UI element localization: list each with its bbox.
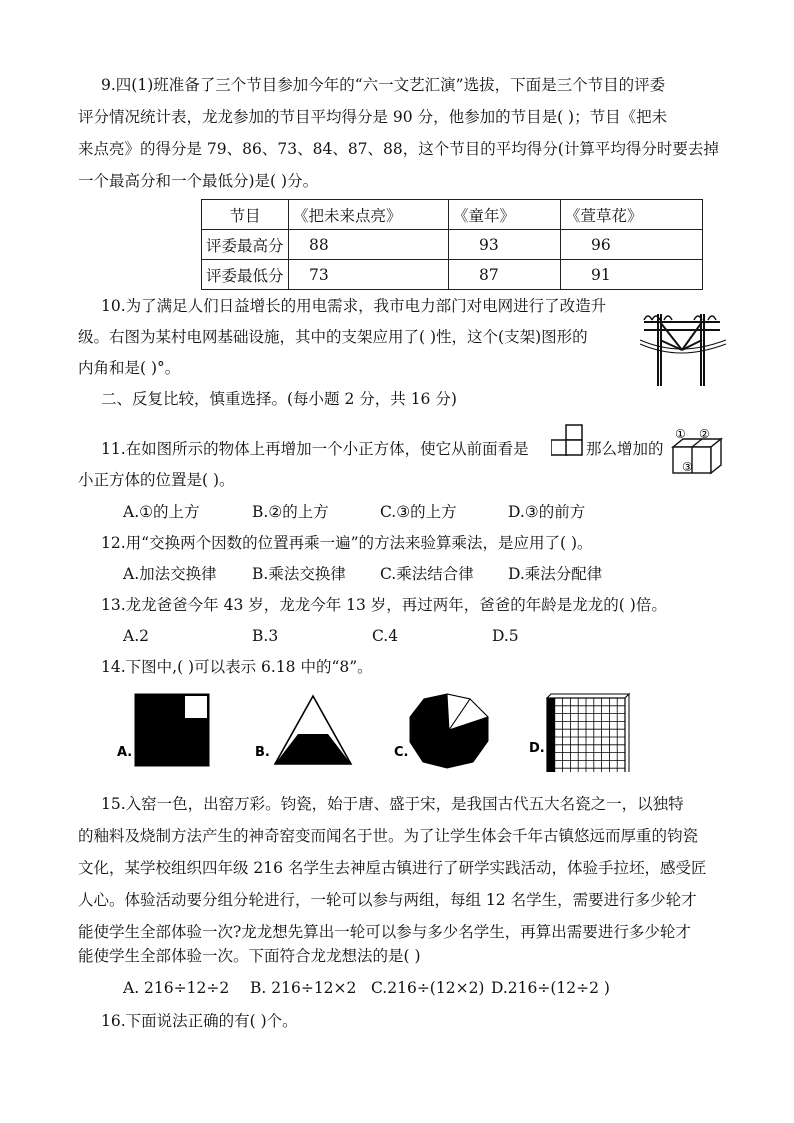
q15-option-d: D.216÷(12÷2 ) <box>491 979 610 997</box>
q12-line: 12.用“交换两个因数的位置再乘一遍”的方法来验算乘法，是应用了( )。 <box>101 534 593 552</box>
q12-option-d: D.乘法分配律 <box>508 565 603 583</box>
shaded-column <box>547 698 555 772</box>
figure-d-grid <box>525 688 635 772</box>
q9-line-2: 评分情况统计表，龙龙参加的节目平均得分是 90 分，他参加的节目是( )；节目《把未 <box>78 108 668 126</box>
figure-a-label: A. <box>117 745 133 760</box>
q13-option-b: B.3 <box>252 627 279 645</box>
q11-option-a: A.①的上方 <box>123 503 200 521</box>
table-row <box>202 230 703 260</box>
figure-b-label: B. <box>255 745 270 760</box>
table-cell: 91 <box>561 260 703 290</box>
q11-option-c: C.③的上方 <box>380 503 457 521</box>
figure-b-triangle <box>253 690 358 770</box>
front-view-squares-figure <box>551 423 585 457</box>
q13-option-d: D.5 <box>492 627 519 645</box>
table-header-cell: 《萱草花》 <box>561 200 703 230</box>
figure-c-polygon <box>392 690 497 772</box>
figure-a-square <box>115 690 215 770</box>
table-header-cell: 《童年》 <box>449 200 561 230</box>
table-header-cell: 节目 <box>202 200 289 230</box>
table-header-row <box>202 200 703 230</box>
table-row <box>202 260 703 290</box>
q15-line-3: 文化，某学校组织四年级 216 名学生去神垕古镇进行了研学实践活动，体验手拉坯，感受匠 <box>78 859 707 877</box>
figure-c-label: C. <box>394 745 409 760</box>
q12-option-c: C.乘法结合律 <box>380 565 474 583</box>
table-cell: 96 <box>561 230 703 260</box>
score-table <box>201 199 703 290</box>
q15-option-b: B. 216÷12×2 <box>250 979 357 997</box>
q15-line-2: 的釉料及烧制方法产生的神奇窑变而闻名于世。为了让学生体会千年古镇悠远而厚重的钧瓷 <box>78 827 699 845</box>
row-label: 评委最高分 <box>202 230 289 260</box>
q9-line-4: 一个最高分和一个最低分)是( )分。 <box>78 172 319 190</box>
q13-option-c: C.4 <box>372 627 399 645</box>
table-cell: 93 <box>449 230 561 260</box>
q10-line-3: 内角和是( )°。 <box>78 359 181 377</box>
circle-label-2: ② <box>699 427 710 441</box>
figure-d-label: D. <box>529 741 545 756</box>
q15-line-4: 人心。体验活动要分组分轮进行，一轮可以参与两组，每组 12 名学生，需要进行多少轮才 <box>78 891 697 909</box>
q15-line-5: 能使学生全部体验一次?龙龙想先算出一轮可以参与多少名学生，再算出需要进行多少轮才 <box>78 923 691 941</box>
q10-line-2: 级。右图为某村电网基础设施，其中的支架应用了( )性，这个(支架)图形的 <box>78 328 588 346</box>
row-label: 评委最低分 <box>202 260 289 290</box>
q9-line-3: 来点亮》的得分是 79、86、73、84、87、88，这个节目的平均得分(计算平均得分时要去掉 <box>78 140 719 158</box>
q11-line-2: 小正方体的位置是( )。 <box>78 471 235 489</box>
power-pole-figure <box>638 300 728 390</box>
circle-label-1: ① <box>675 427 686 441</box>
q15-option-a: A. 216÷12÷2 <box>123 979 230 997</box>
table-cell: 87 <box>449 260 561 290</box>
cube-stack-figure <box>667 425 725 477</box>
q11-line-1a: 11.在如图所示的物体上再增加一个小正方体，使它从前面看是 <box>101 440 529 458</box>
q13-line: 13.龙龙爸爸今年 43 岁，龙龙今年 13 岁，再过两年，爸爸的年龄是龙龙的( )倍。 <box>101 596 667 614</box>
table-cell: 73 <box>289 260 449 290</box>
q14-line: 14.下图中,( )可以表示 6.18 中的“8”。 <box>101 658 373 676</box>
q13-option-a: A.2 <box>123 627 149 645</box>
q10-line-1: 10.为了满足人们日益增长的用电需求，我市电力部门对电网进行了改造升 <box>101 297 607 315</box>
circle-label-3: ③ <box>682 460 693 474</box>
q11-option-b: B.②的上方 <box>252 503 329 521</box>
q9-line-1: 9.四(1)班准备了三个节目参加今年的“六一文艺汇演”选拔，下面是三个节目的评委 <box>101 76 666 94</box>
q12-option-b: B.乘法交换律 <box>252 565 346 583</box>
q12-option-a: A.加法交换律 <box>123 565 217 583</box>
q15-line-6: 能使学生全部体验一次。下面符合龙龙想法的是( ) <box>78 947 421 965</box>
table-cell: 88 <box>289 230 449 260</box>
section-2-heading: 二、反复比较，慎重选择。(每小题 2 分，共 16 分) <box>101 390 457 408</box>
q11-option-d: D.③的前方 <box>508 503 586 521</box>
q15-option-c: C.216÷(12×2) <box>371 979 485 997</box>
q11-line-1b: 那么增加的 <box>586 440 664 458</box>
q15-line-1: 15.入窑一色，出窑万彩。钧瓷，始于唐、盛于宋，是我国古代五大名瓷之一，以独特 <box>101 795 684 813</box>
table-header-cell: 《把未来点亮》 <box>289 200 449 230</box>
q16-line: 16.下面说法正确的有( )个。 <box>101 1012 298 1030</box>
